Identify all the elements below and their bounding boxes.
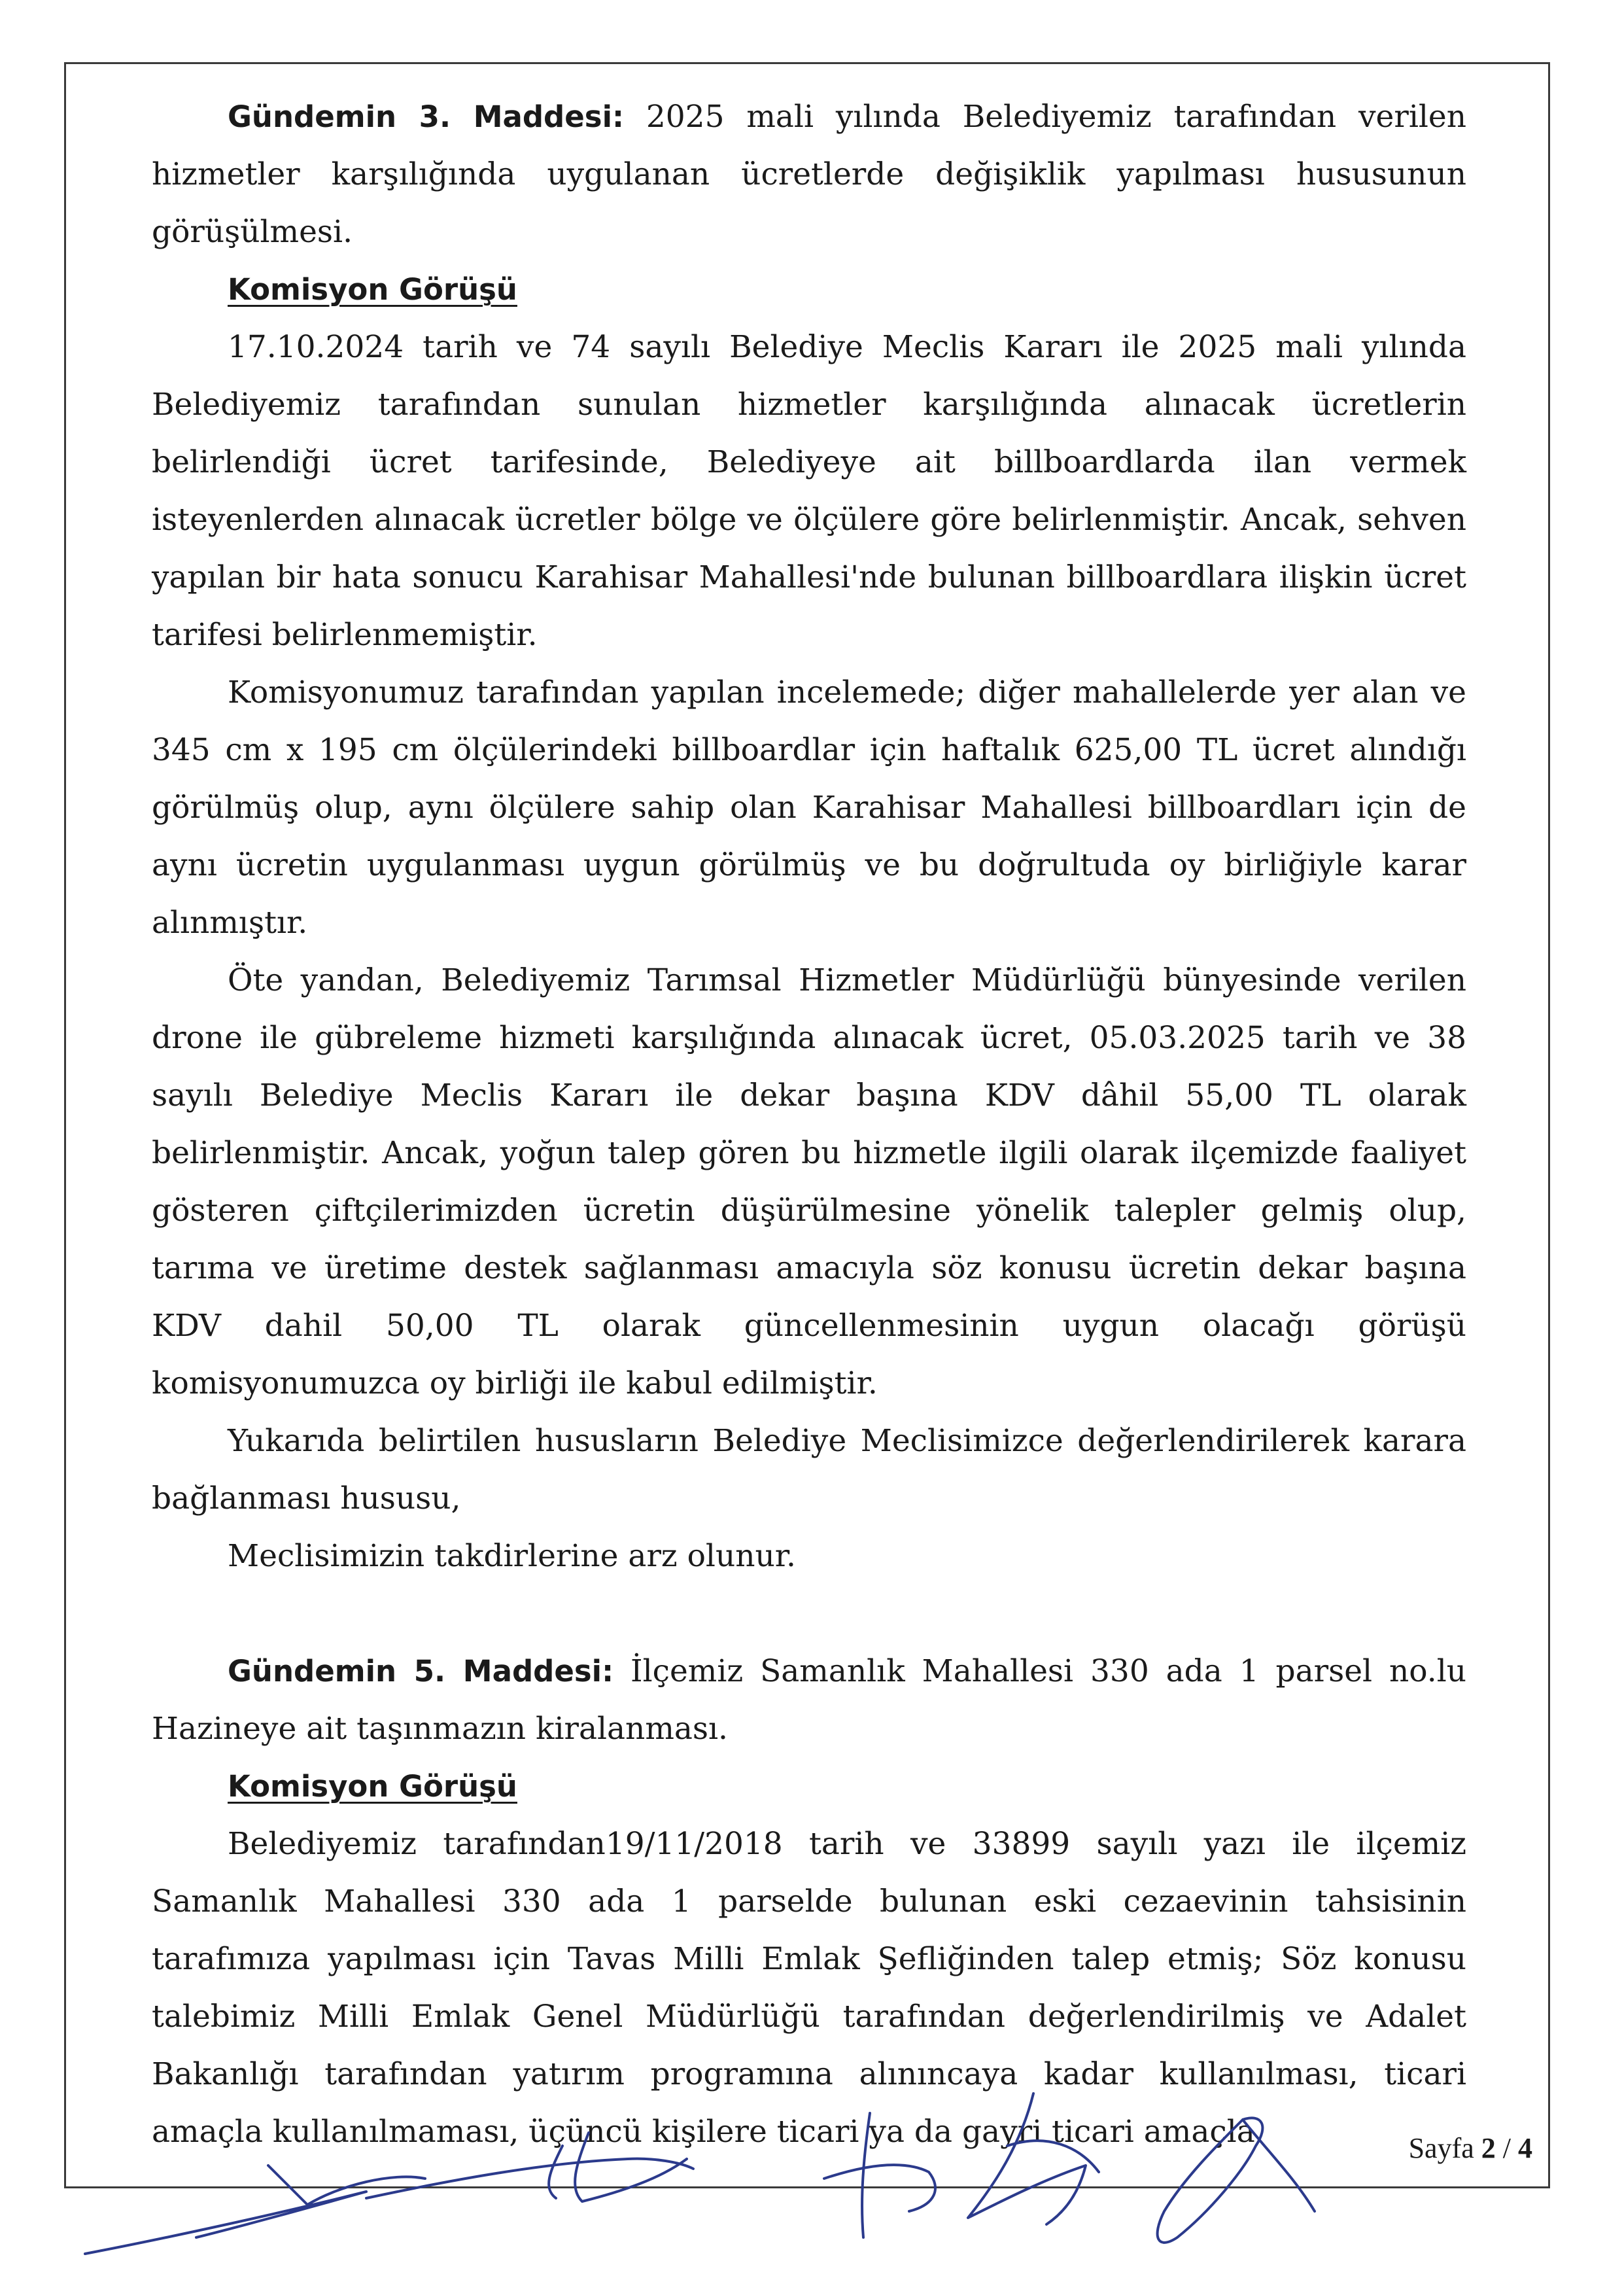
paragraph: Belediyemiz tarafından19/11/2018 tarih ve 33899 sayılı yazı ile ilçemiz Samanlık Mahallesi 330 ada 1 parselde bulunan eski cezaevinin tahsisinin tarafımıza yapılması için Tavas Milli Emlak Şefliğinden talep etmiş; Söz konusu talebimiz Milli Emlak Genel Müdürlüğü tarafından değerlendirilmiş ve Adalet Bakanlığı tarafından yatırım programına alınıncaya kadar kullanılması, ticari amaçla kullanılmaması, üçüncü kişilere ticari ya da gayri ticari amaçla — [152, 1826, 1466, 2150]
committee-heading-5: Komisyon Görüşü — [228, 1769, 517, 1804]
paragraph: Öte yandan, Belediyemiz Tarımsal Hizmetler Müdürlüğü bünyesinde verilen drone ile gübreleme hizmeti karşılığında alınacak ücret, 05.03.2025 tarih ve 38 sayılı Belediye Meclis Kararı ile dekar başına KDV dâhil 55,00 TL olarak belirlenmiştir. Ancak, yoğun talep gören bu hizmetle ilgili olarak ilçemizde faaliyet gösteren çiftçilerimizden ücretin düşürülmesine yönelik talepler gelmiş olup, tarıma ve üretime destek sağlanması amacıyla söz konusu ücretin dekar başına KDV dahil 50,00 TL olarak güncellenmesinin uygun olacağı görüşü komisyonumuzca oy birliği ile kabul edilmiştir. — [152, 962, 1466, 1401]
committee-heading-3: Komisyon Görüşü — [228, 272, 517, 307]
paragraph: 17.10.2024 tarih ve 74 sayılı Belediye Meclis Kararı ile 2025 mali yılında Belediyemiz tarafından sunulan hizmetler karşılığında alınacak ücretlerin belirlendiği ücret tarifesinde, Belediyeye ait billboardlarda ilan vermek isteyenlerden alınacak ücretler bölge ve ölçülere göre belirlenmiştir. Ancak, sehven yapılan bir hata sonucu Karahisar Mahallesi'nde bulunan billboardlara ilişkin ücret tarifesi belirlenmemiştir. — [152, 329, 1466, 653]
page-number: Sayfa 2 / 4 — [1408, 2132, 1532, 2164]
document-body — [152, 88, 1466, 2161]
agenda-item-3 — [152, 88, 1466, 261]
agenda-item-5 — [152, 1643, 1466, 1758]
agenda-item-3-text: 2025 mali yılında Belediyemiz tarafından verilen hizmetler karşılığında uygulanan ücretlerde değişiklik yapılması hususunun görüşülmesi. — [152, 99, 1466, 250]
paragraph: Yukarıda belirtilen hususların Belediye Meclisimizce değerlendirilerek karara bağlanması hususu, — [152, 1423, 1466, 1516]
spacer — [152, 1585, 1466, 1643]
paragraph: Komisyonumuz tarafından yapılan incelemede; diğer mahallelerde yer alan ve 345 cm x 195 cm ölçülerindeki billboardlar için haftalık 625,00 TL ücret alındığı görülmüş olup, aynı ölçülere sahip olan Karahisar Mahallesi billboardları için de aynı ücretin uygulanması uygun görülmüş ve bu doğrultuda oy birliğiyle karar alınmıştır. — [152, 674, 1466, 941]
agenda-item-5-text: İlçemiz Samanlık Mahallesi 330 ada 1 parsel no.lu Hazineye ait taşınmazın kiralanması. — [152, 1653, 1466, 1747]
agenda-item-3-label: Gündemin 3. Maddesi: — [228, 99, 624, 134]
paragraph: Meclisimizin takdirlerine arz olunur. — [228, 1538, 796, 1574]
agenda-item-5-label: Gündemin 5. Maddesi: — [228, 1654, 614, 1689]
